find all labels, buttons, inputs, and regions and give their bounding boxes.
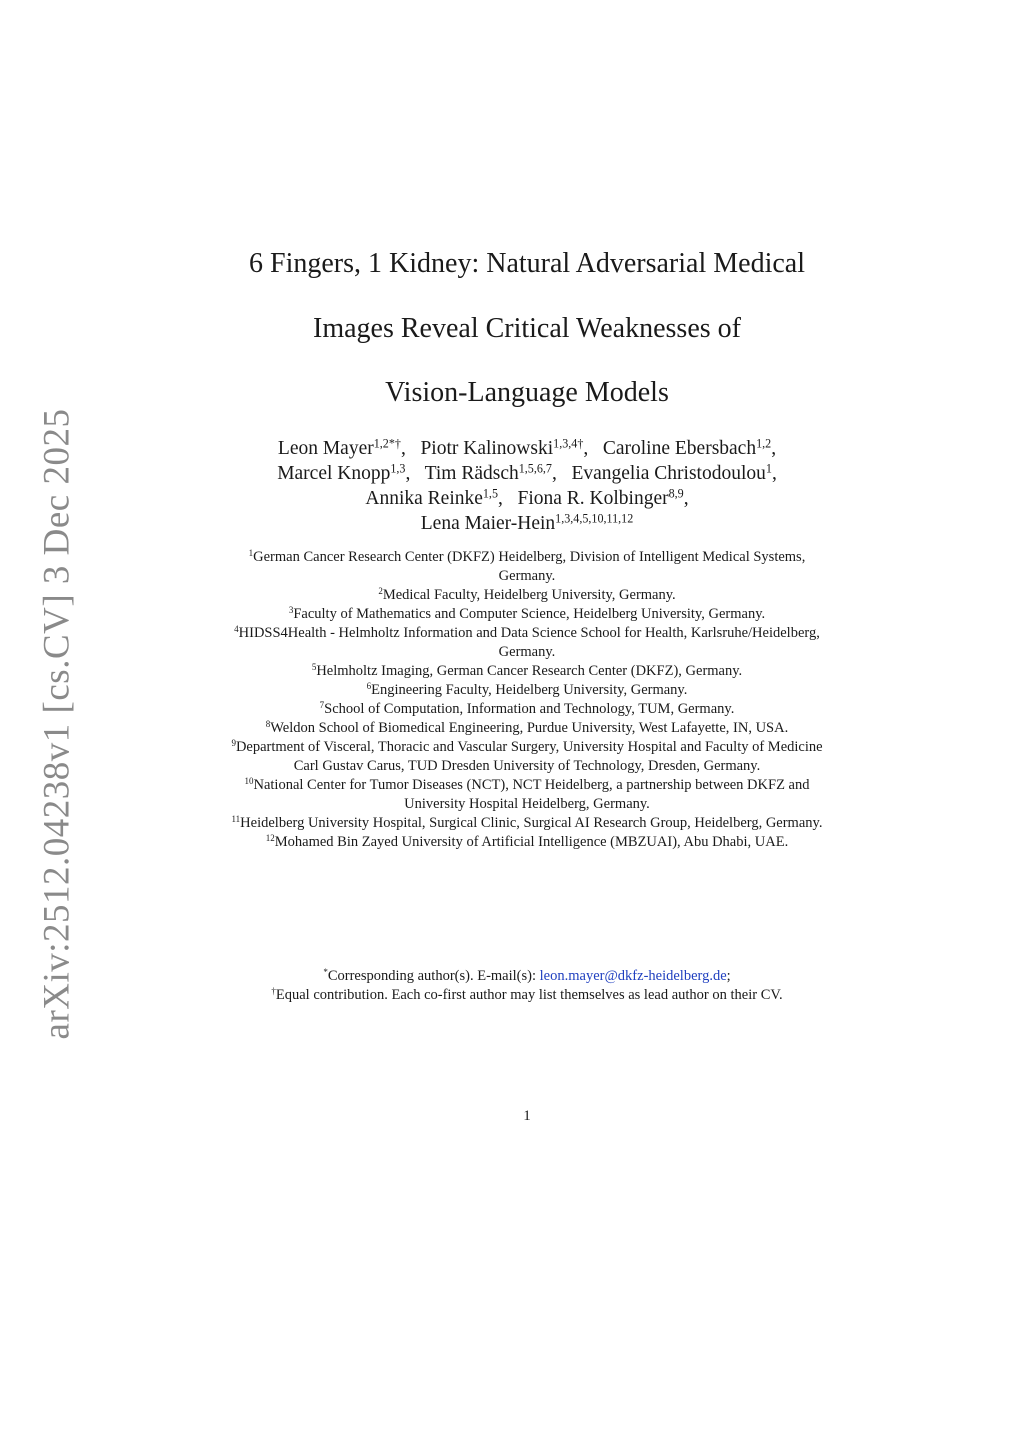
affiliation-text: National Center for Tumor Diseases (NCT), NCT Heidelberg, a partnership between DKFZ and University Hospital Heidelberg, Germany. bbox=[253, 777, 810, 812]
author-name: Marcel Knopp$^{1,3}$, bbox=[277, 461, 411, 484]
author-name: Piotr Kalinowski$^{1,3,4\dagger}$, bbox=[420, 436, 589, 459]
author-affiliation-marks: 1,3 bbox=[390, 461, 406, 476]
author-affiliation-marks: 1,5,6,7 bbox=[518, 461, 552, 476]
author-affiliation-marks: 1,5 bbox=[482, 486, 498, 501]
affiliation-text: Mohamed Bin Zayed University of Artificial Intelligence (MBZUAI), Abu Dhabi, UAE. bbox=[274, 834, 789, 850]
author-affiliation-marks: 1,3,4,5,10,11,12 bbox=[555, 511, 634, 526]
affiliation-item bbox=[230, 700, 824, 719]
affiliation-number: 12 bbox=[265, 833, 275, 844]
affiliation-text: School of Computation, Information and Technology, TUM, Germany. bbox=[324, 701, 735, 717]
affiliation-text: Medical Faculty, Heidelberg University, Germany. bbox=[382, 587, 676, 603]
asterisk-mark: * bbox=[323, 967, 328, 978]
affiliation-item bbox=[230, 548, 824, 586]
affiliation-number: 10 bbox=[244, 776, 254, 787]
author-line bbox=[212, 511, 842, 536]
corresponding-author-note: *Corresponding author(s). E-mail(s): leon.mayer@dkfz-heidelberg.de; bbox=[323, 967, 731, 984]
title-line: 6 Fingers, 1 Kidney: Natural Adversarial Medical bbox=[249, 248, 805, 279]
title-line: Vision-Language Models bbox=[385, 377, 669, 408]
paper-title bbox=[212, 232, 842, 426]
affiliation-number: 8 bbox=[265, 719, 271, 730]
affiliation-item bbox=[230, 719, 824, 738]
author-name: Fiona R. Kolbinger$^{8,9}$, bbox=[517, 486, 689, 509]
affiliation-item bbox=[230, 624, 824, 662]
author-line bbox=[212, 436, 842, 461]
affiliation-text: Heidelberg University Hospital, Surgical Clinic, Surgical AI Research Group, Heidelberg, Germany. bbox=[240, 815, 823, 831]
author-affiliation-marks: 1,2 bbox=[756, 436, 772, 451]
arxiv-identifier-stamp: arXiv:2512.04238v1 [cs.CV] 3 Dec 2025 bbox=[36, 408, 78, 1040]
affiliation-item bbox=[230, 662, 824, 681]
affiliation-text: Weldon School of Biomedical Engineering, Purdue University, West Lafayette, IN, USA. bbox=[270, 720, 789, 736]
author-line bbox=[212, 486, 842, 511]
affiliation-text: German Cancer Research Center (DKFZ) Heidelberg, Division of Intelligent Medical Systems, Germany. bbox=[253, 549, 806, 584]
email-link[interactable]: leon.mayer@dkfz-heidelberg.de bbox=[539, 968, 727, 984]
affiliation-item bbox=[230, 776, 824, 814]
affiliation-list bbox=[230, 548, 824, 852]
affiliation-number: 9 bbox=[231, 738, 236, 749]
affiliation-number: 1 bbox=[248, 548, 254, 559]
author-name: Evangelia Christodoulou$^1$, bbox=[571, 461, 777, 484]
author-name: Caroline Ebersbach$^{1,2}$, bbox=[602, 436, 777, 459]
affiliation-text: Department of Visceral, Thoracic and Vascular Surgery, University Hospital and Faculty of Medicine Carl Gustav Carus, TUD Dresden University of Technology, Dresden, Germany. bbox=[235, 739, 823, 774]
affiliation-item bbox=[230, 681, 824, 700]
page-number: 1 bbox=[523, 1108, 531, 1124]
affiliation-number: 5 bbox=[311, 662, 317, 673]
equal-contribution-note bbox=[230, 986, 824, 1005]
affiliation-number: 4 bbox=[234, 624, 239, 635]
author-affiliation-marks: 1 bbox=[765, 461, 772, 476]
author-name: Annika Reinke$^{1,5}$, bbox=[365, 486, 503, 509]
author-affiliation-marks: 1,3,4† bbox=[553, 436, 584, 451]
author-name: Leon Mayer$^{1,2*\dagger}$, bbox=[277, 436, 406, 459]
affiliation-item bbox=[230, 833, 824, 852]
author-affiliation-marks: 1,2*† bbox=[373, 436, 401, 451]
author-name: Tim Rädsch$^{1,5,6,7}$, bbox=[424, 461, 557, 484]
affiliation-item bbox=[230, 738, 824, 776]
affiliation-number: 3 bbox=[288, 605, 294, 616]
affiliation-number: 6 bbox=[366, 681, 372, 692]
affiliation-item bbox=[230, 586, 824, 605]
equal-contribution-text: Equal contribution. Each co-first author may list themselves as lead author on their CV. bbox=[275, 987, 783, 1003]
affiliation-number: 2 bbox=[378, 586, 383, 597]
footnotes bbox=[230, 967, 824, 1005]
affiliation-item bbox=[230, 814, 824, 833]
author-name: Lena Maier-Hein$^{1,3,4,5,10,11,12}$ bbox=[420, 511, 634, 534]
affiliation-text: Engineering Faculty, Heidelberg University, Germany. bbox=[371, 682, 688, 698]
author-line bbox=[212, 461, 842, 486]
affiliation-text: Faculty of Mathematics and Computer Science, Heidelberg University, Germany. bbox=[293, 606, 766, 622]
affiliation-text: HIDSS4Health - Helmholtz Information and Data Science School for Health, Karlsruhe/Heidelberg, Germany. bbox=[238, 625, 820, 660]
affiliation-item bbox=[230, 605, 824, 624]
dagger-mark: † bbox=[271, 986, 276, 997]
affiliation-number: 7 bbox=[319, 700, 325, 711]
affiliation-number: 11 bbox=[231, 814, 241, 825]
author-list bbox=[212, 436, 842, 536]
affiliation-text: Helmholtz Imaging, German Cancer Research Center (DKFZ), Germany. bbox=[316, 663, 743, 679]
author-affiliation-marks: 8,9 bbox=[668, 486, 684, 501]
title-line: Images Reveal Critical Weaknesses of bbox=[313, 312, 741, 344]
corresponding-label: Corresponding author(s). E-mail(s): bbox=[327, 968, 540, 984]
